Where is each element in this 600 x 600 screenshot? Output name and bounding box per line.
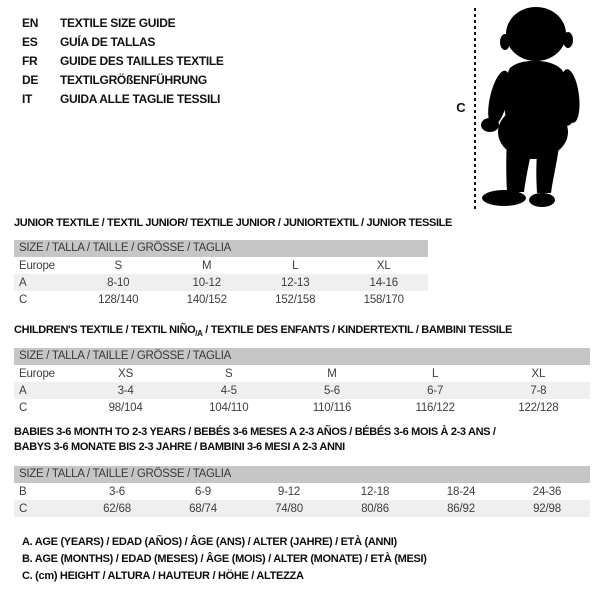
table-row bbox=[14, 274, 428, 291]
language-row-fr bbox=[22, 51, 224, 70]
size-cell: XL bbox=[376, 259, 391, 272]
height-cell: 92/98 bbox=[533, 502, 561, 515]
height-label-c: C bbox=[456, 100, 466, 115]
age-cell: 3-4 bbox=[117, 384, 134, 397]
table-row bbox=[14, 291, 428, 308]
age-cell: 18-24 bbox=[446, 485, 476, 498]
babies-size-table bbox=[14, 483, 590, 517]
height-cell: 62/68 bbox=[103, 502, 131, 515]
height-cell: 80/86 bbox=[361, 502, 389, 515]
language-code: FR bbox=[22, 53, 38, 68]
table-row bbox=[14, 257, 428, 274]
age-cell: 12-13 bbox=[281, 276, 310, 289]
age-cell: 14-16 bbox=[369, 276, 398, 289]
language-row-it bbox=[22, 89, 224, 108]
height-cell: 128/140 bbox=[98, 293, 139, 306]
height-cell: 140/152 bbox=[186, 293, 227, 306]
note-height-cm: C. (cm) HEIGHT / ALTURA / HAUTEUR / HÖHE / ALTEZZA bbox=[22, 570, 304, 582]
size-cell: L bbox=[292, 259, 299, 272]
height-measure-dotted-line bbox=[474, 8, 476, 209]
babies-table-title-line2: BABYS 3-6 MONATE BIS 2-3 JAHRE / BAMBINI 3-6 MESI A 2-3 ANNI bbox=[14, 441, 345, 453]
table-row bbox=[14, 500, 590, 517]
height-cell: 122/128 bbox=[518, 401, 559, 414]
language-label: TEXTILE SIZE GUIDE bbox=[60, 15, 176, 30]
age-cell: 6-7 bbox=[427, 384, 444, 397]
table-row bbox=[14, 399, 590, 416]
age-cell: 7-8 bbox=[530, 384, 547, 397]
language-code: ES bbox=[22, 34, 38, 49]
size-cell: S bbox=[225, 367, 233, 380]
language-code: DE bbox=[22, 72, 39, 87]
row-label: Europe bbox=[19, 259, 55, 272]
babies-table-title-line1: BABIES 3-6 MONTH TO 2-3 YEARS / BEBÉS 3-6 MESES A 2-3 AÑOS / BÉBÉS 3-6 MOIS À 2-3 ANS / bbox=[14, 426, 496, 438]
height-cell: 104/110 bbox=[209, 401, 249, 414]
language-label: GUIDA ALLE TAGLIE TESSILI bbox=[60, 91, 221, 106]
age-cell: 10-12 bbox=[192, 276, 221, 289]
table-row bbox=[14, 483, 590, 500]
height-cell: 110/116 bbox=[312, 401, 352, 414]
babies-size-header-bar: SIZE / TALLA / TAILLE / GRÖSSE / TAGLIA bbox=[14, 466, 590, 483]
note-age-years: A. AGE (YEARS) / EDAD (AÑOS) / ÂGE (ANS) / ALTER (JAHRE) / ETÀ (ANNI) bbox=[22, 536, 397, 548]
age-cell: 5-6 bbox=[323, 384, 340, 397]
age-cell: 9-12 bbox=[277, 485, 301, 498]
language-label: TEXTILGRÖßENFÜHRUNG bbox=[60, 72, 207, 87]
height-cell: 74/80 bbox=[275, 502, 303, 515]
size-cell: S bbox=[114, 259, 122, 272]
row-label: B bbox=[19, 485, 27, 498]
height-cell: 68/74 bbox=[189, 502, 217, 515]
language-label: GUIDE DES TAILLES TEXTILE bbox=[60, 53, 224, 68]
note-age-months: B. AGE (MONTHS) / EDAD (MESES) / ÂGE (MOIS) / ALTER (MONATE) / ETÀ (MESI) bbox=[22, 553, 427, 565]
language-label: GUÍA DE TALLAS bbox=[60, 34, 156, 49]
childrens-size-header-bar: SIZE / TALLA / TAILLE / GRÖSSE / TAGLIA bbox=[14, 348, 590, 365]
language-row-de bbox=[22, 70, 224, 89]
age-cell: 12-18 bbox=[360, 485, 390, 498]
childrens-size-table bbox=[14, 365, 590, 416]
language-code: EN bbox=[22, 15, 39, 30]
height-cell: 158/170 bbox=[363, 293, 404, 306]
junior-size-header-bar: SIZE / TALLA / TAILLE / GRÖSSE / TAGLIA bbox=[14, 240, 428, 257]
childrens-table-title bbox=[14, 324, 512, 338]
row-label: A bbox=[19, 276, 27, 289]
row-label: Europe bbox=[19, 367, 55, 380]
height-cell: 116/122 bbox=[415, 401, 455, 414]
language-row-en bbox=[22, 13, 224, 32]
baby-height-figure bbox=[440, 0, 600, 215]
height-cell: 152/158 bbox=[275, 293, 316, 306]
row-label: C bbox=[19, 401, 28, 414]
height-cell: 98/104 bbox=[108, 401, 143, 414]
age-cell: 6-9 bbox=[194, 485, 212, 498]
language-row-es bbox=[22, 32, 224, 51]
table-row bbox=[14, 365, 590, 382]
size-cell: XS bbox=[118, 367, 134, 380]
junior-size-table bbox=[14, 257, 428, 308]
row-label: C bbox=[19, 502, 28, 515]
baby-silhouette-icon bbox=[480, 6, 592, 212]
row-label: A bbox=[19, 384, 27, 397]
age-cell: 4-5 bbox=[220, 384, 237, 397]
age-cell: 24-36 bbox=[532, 485, 562, 498]
row-label: C bbox=[19, 293, 28, 306]
age-cell: 8-10 bbox=[107, 276, 130, 289]
size-cell: L bbox=[432, 367, 439, 380]
language-code: IT bbox=[22, 91, 33, 106]
size-cell: M bbox=[327, 367, 337, 380]
title-subscript: /A bbox=[195, 329, 203, 339]
language-list bbox=[22, 13, 224, 108]
height-cell: 86/92 bbox=[447, 502, 475, 515]
table-row bbox=[14, 382, 590, 399]
size-cell: M bbox=[202, 259, 212, 272]
junior-table-title: JUNIOR TEXTILE / TEXTIL JUNIOR/ TEXTILE JUNIOR / JUNIORTEXTIL / JUNIOR TESSILE bbox=[14, 217, 453, 229]
title-text: CHILDREN'S TEXTILE / TEXTIL NIÑO bbox=[14, 324, 196, 336]
title-text: / TEXTILE DES ENFANTS / KINDERTEXTIL / BAMBINI TESSILE bbox=[202, 324, 512, 336]
size-cell: XL bbox=[531, 367, 546, 380]
age-cell: 3-6 bbox=[108, 485, 126, 498]
